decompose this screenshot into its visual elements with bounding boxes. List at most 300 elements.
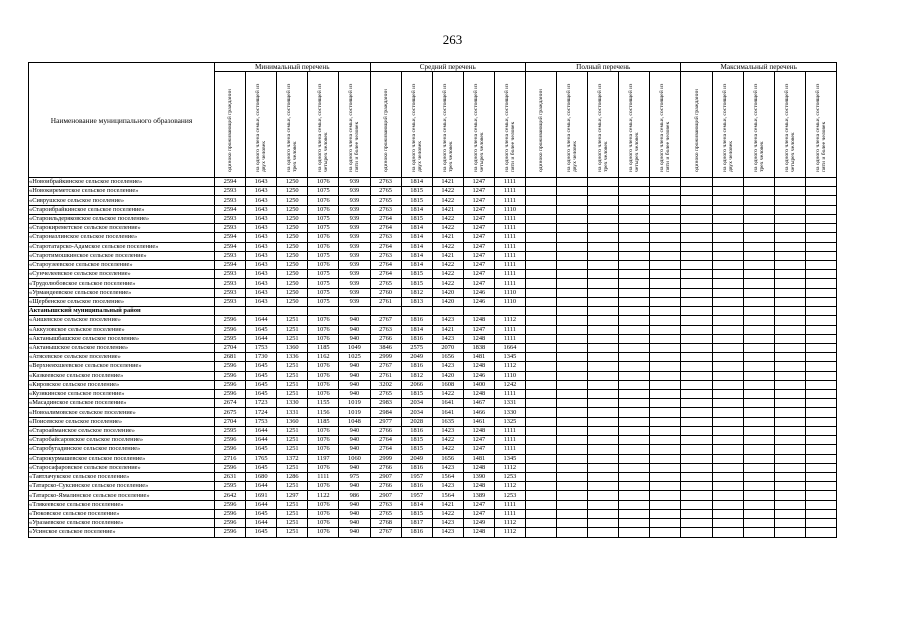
value-cell [619, 519, 650, 528]
value-cell: 1248 [463, 426, 494, 435]
value-cell [712, 233, 743, 242]
value-cell: 1816 [401, 463, 432, 472]
value-cell [712, 251, 743, 260]
value-cell [526, 205, 557, 214]
value-cell: 1076 [308, 519, 339, 528]
value-cell [588, 187, 619, 196]
value-cell [557, 500, 588, 509]
value-cell: 1111 [494, 242, 525, 251]
value-cell: 2594 [215, 260, 246, 269]
value-cell [774, 334, 805, 343]
value-cell [681, 528, 712, 537]
value-cell [712, 288, 743, 297]
value-cell [774, 509, 805, 518]
subcolumn-header [370, 72, 401, 178]
municipality-name: «Старокурмашевское сельское поселение» [29, 454, 215, 463]
value-cell: 1815 [401, 214, 432, 223]
value-cell [743, 270, 774, 279]
value-cell: 2766 [370, 426, 401, 435]
value-cell [650, 224, 681, 233]
value-cell: 2596 [215, 445, 246, 454]
value-cell [681, 463, 712, 472]
value-cell: 1422 [432, 270, 463, 279]
value-cell [774, 279, 805, 288]
value-cell: 2765 [370, 196, 401, 205]
value-cell [681, 196, 712, 205]
value-cell [557, 251, 588, 260]
value-cell [681, 233, 712, 242]
value-cell [743, 187, 774, 196]
value-cell: 1643 [246, 178, 277, 187]
value-cell [588, 297, 619, 306]
value-cell: 2764 [370, 224, 401, 233]
value-cell: 1815 [401, 196, 432, 205]
value-cell: 1075 [308, 270, 339, 279]
value-cell [805, 233, 836, 242]
value-cell: 1111 [494, 509, 525, 518]
value-cell [681, 270, 712, 279]
value-cell: 2596 [215, 325, 246, 334]
value-cell: 2766 [370, 482, 401, 491]
value-cell: 2594 [215, 233, 246, 242]
value-cell [588, 270, 619, 279]
value-cell [588, 417, 619, 426]
value-cell [712, 178, 743, 187]
value-cell: 1076 [308, 500, 339, 509]
value-cell [526, 362, 557, 371]
value-cell: 2595 [215, 334, 246, 343]
value-cell [743, 196, 774, 205]
value-cell [774, 325, 805, 334]
value-cell [743, 260, 774, 269]
value-cell: 1025 [339, 353, 370, 362]
table-row [29, 251, 837, 260]
value-cell: 2763 [370, 233, 401, 242]
value-cell: 1644 [246, 426, 277, 435]
value-cell [588, 380, 619, 389]
value-cell: 940 [339, 380, 370, 389]
value-cell: 1422 [432, 196, 463, 205]
municipality-name: «Старокиреметское сельское поселение» [29, 224, 215, 233]
value-cell: 1111 [494, 325, 525, 334]
value-cell [805, 270, 836, 279]
subcolumn-header-text: на одного члена семьи, состоящей из четырех человек [628, 83, 641, 172]
value-cell: 1330 [277, 399, 308, 408]
value-cell [650, 242, 681, 251]
value-cell [712, 509, 743, 518]
value-cell: 1076 [308, 362, 339, 371]
value-cell: 1345 [494, 353, 525, 362]
value-cell [681, 288, 712, 297]
subcolumn-header [557, 72, 588, 178]
value-cell: 1111 [494, 390, 525, 399]
value-cell: 1112 [494, 482, 525, 491]
value-cell [805, 279, 836, 288]
value-cell [526, 270, 557, 279]
value-cell [526, 343, 557, 352]
value-cell [774, 482, 805, 491]
value-cell [619, 445, 650, 454]
value-cell: 2984 [370, 408, 401, 417]
value-cell: 2763 [370, 325, 401, 334]
table-row [29, 390, 837, 399]
section-row [29, 307, 837, 316]
municipality-name: «Старобугадинское сельское поселение» [29, 445, 215, 454]
value-cell [650, 519, 681, 528]
value-cell [805, 334, 836, 343]
value-cell: 2594 [215, 205, 246, 214]
value-cell: 1076 [308, 233, 339, 242]
value-cell [526, 500, 557, 509]
value-cell [526, 187, 557, 196]
value-cell: 1076 [308, 371, 339, 380]
value-cell: 2977 [370, 417, 401, 426]
value-cell: 1076 [308, 482, 339, 491]
value-cell [650, 316, 681, 325]
value-cell: 1564 [432, 491, 463, 500]
value-cell: 1331 [277, 408, 308, 417]
value-cell: 1644 [246, 334, 277, 343]
value-cell [650, 214, 681, 223]
value-cell: 1641 [432, 408, 463, 417]
value-cell: 2760 [370, 288, 401, 297]
value-cell: 1814 [401, 500, 432, 509]
value-cell [650, 482, 681, 491]
value-cell [370, 307, 401, 316]
value-cell [774, 519, 805, 528]
value-cell [557, 390, 588, 399]
value-cell [712, 380, 743, 389]
value-cell: 1423 [432, 528, 463, 537]
subcolumn-header-text: на одного члена семьи, состоящей из двух человек [410, 83, 423, 172]
value-cell: 1390 [463, 473, 494, 482]
value-cell: 1247 [463, 233, 494, 242]
value-cell: 1816 [401, 362, 432, 371]
value-cell [650, 270, 681, 279]
subcolumn-header [215, 72, 246, 178]
value-cell: 1076 [308, 380, 339, 389]
value-cell: 1075 [308, 224, 339, 233]
value-cell [681, 417, 712, 426]
municipality-name: «Усинское сельское поселение» [29, 528, 215, 537]
subcolumn-header-text: на одного члена семьи, состоящей из четырех человек [472, 83, 485, 172]
value-cell: 1643 [246, 205, 277, 214]
value-cell [526, 214, 557, 223]
subcolumn-header [805, 72, 836, 178]
municipality-name: «Староайманское сельское поселение» [29, 426, 215, 435]
value-cell: 1111 [494, 187, 525, 196]
value-cell [743, 426, 774, 435]
value-cell: 940 [339, 325, 370, 334]
value-cell: 2631 [215, 473, 246, 482]
value-cell [805, 205, 836, 214]
value-cell: 1246 [463, 371, 494, 380]
value-cell: 939 [339, 270, 370, 279]
value-cell [526, 260, 557, 269]
table-row [29, 436, 837, 445]
subcolumn-header-text: на одного члена семьи, состоящей из двух человек [566, 83, 579, 172]
value-cell [432, 307, 463, 316]
value-cell: 1680 [246, 473, 277, 482]
value-cell: 2765 [370, 390, 401, 399]
value-cell: 1247 [463, 178, 494, 187]
value-cell [557, 233, 588, 242]
table-row [29, 399, 837, 408]
value-cell: 1423 [432, 519, 463, 528]
value-cell [712, 260, 743, 269]
value-cell [712, 528, 743, 537]
value-cell: 1076 [308, 463, 339, 472]
value-cell [681, 343, 712, 352]
value-cell [743, 445, 774, 454]
value-cell [743, 380, 774, 389]
value-cell [619, 436, 650, 445]
municipality-name: «Поисевское сельское поселение» [29, 417, 215, 426]
value-cell: 1643 [246, 214, 277, 223]
value-cell: 1251 [277, 500, 308, 509]
value-cell [588, 390, 619, 399]
value-cell [588, 260, 619, 269]
value-cell [619, 482, 650, 491]
value-cell: 1122 [308, 491, 339, 500]
value-cell [557, 224, 588, 233]
value-cell [588, 445, 619, 454]
value-cell: 1076 [308, 436, 339, 445]
value-cell: 1247 [463, 205, 494, 214]
table-row [29, 316, 837, 325]
value-cell: 2593 [215, 251, 246, 260]
value-cell: 1641 [432, 399, 463, 408]
value-cell: 940 [339, 445, 370, 454]
value-cell [774, 491, 805, 500]
value-cell [619, 307, 650, 316]
value-cell [526, 408, 557, 417]
value-cell [712, 500, 743, 509]
value-cell: 1815 [401, 436, 432, 445]
municipality-name: «Татарско-Ямалинское сельское поселение» [29, 491, 215, 500]
value-cell: 3202 [370, 380, 401, 389]
subcolumn-header-text: на одного члена семьи, состоящей из пяти и более человек [348, 83, 361, 172]
value-cell [526, 399, 557, 408]
value-cell: 1111 [494, 224, 525, 233]
value-cell: 1076 [308, 426, 339, 435]
value-cell: 1372 [277, 454, 308, 463]
value-cell: 1076 [308, 445, 339, 454]
value-cell: 2766 [370, 334, 401, 343]
value-cell: 1075 [308, 187, 339, 196]
value-cell: 1111 [308, 473, 339, 482]
subcolumn-header-text: на одного члена семьи, состоящей из трех человек [286, 83, 299, 172]
subcolumn-header-text: на одного члена семьи, состоящей из четырех человек [317, 83, 330, 172]
value-cell [743, 408, 774, 417]
value-cell: 1461 [463, 417, 494, 426]
value-cell [805, 316, 836, 325]
value-cell [805, 353, 836, 362]
value-cell: 1247 [463, 445, 494, 454]
value-cell: 1816 [401, 426, 432, 435]
value-cell: 3846 [370, 343, 401, 352]
value-cell [774, 178, 805, 187]
value-cell: 1110 [494, 288, 525, 297]
value-cell [650, 279, 681, 288]
cost-table [28, 62, 837, 538]
value-cell [774, 270, 805, 279]
value-cell: 2049 [401, 353, 432, 362]
value-cell: 1076 [308, 260, 339, 269]
value-cell [557, 242, 588, 251]
value-cell [681, 482, 712, 491]
value-cell [650, 297, 681, 306]
municipality-name: «Старотимошкинское сельское поселение» [29, 251, 215, 260]
value-cell: 1251 [277, 528, 308, 537]
value-cell [619, 426, 650, 435]
subcolumn-header [432, 72, 463, 178]
value-cell: 1814 [401, 224, 432, 233]
value-cell [526, 353, 557, 362]
value-cell [463, 307, 494, 316]
value-cell: 1656 [432, 454, 463, 463]
value-cell [650, 362, 681, 371]
value-cell [681, 426, 712, 435]
value-cell: 1753 [246, 343, 277, 352]
value-cell: 1076 [308, 390, 339, 399]
value-cell [681, 519, 712, 528]
value-cell [557, 463, 588, 472]
value-cell: 1250 [277, 214, 308, 223]
value-cell [215, 307, 246, 316]
value-cell [743, 233, 774, 242]
table-row [29, 519, 837, 528]
value-cell [774, 500, 805, 509]
value-cell: 1250 [277, 187, 308, 196]
value-cell: 1250 [277, 260, 308, 269]
value-cell [588, 463, 619, 472]
value-cell: 1422 [432, 509, 463, 518]
value-cell [774, 353, 805, 362]
value-cell [681, 214, 712, 223]
value-cell: 1817 [401, 519, 432, 528]
value-cell [619, 371, 650, 380]
value-cell: 1248 [463, 528, 494, 537]
value-cell: 1076 [308, 242, 339, 251]
table-row [29, 473, 837, 482]
municipality-name: «Татарско-Суксинское сельское поселение» [29, 482, 215, 491]
value-cell [557, 371, 588, 380]
value-cell [743, 205, 774, 214]
value-cell [588, 334, 619, 343]
value-cell [619, 205, 650, 214]
value-cell [619, 380, 650, 389]
value-cell [743, 214, 774, 223]
value-cell: 1155 [308, 399, 339, 408]
value-cell [774, 307, 805, 316]
subcolumn-header [494, 72, 525, 178]
value-cell: 1248 [463, 334, 494, 343]
value-cell: 1815 [401, 187, 432, 196]
value-cell: 1251 [277, 390, 308, 399]
subcolumn-header-text: на одного члена семьи, состоящей из четырех человек [783, 83, 796, 172]
value-cell: 1645 [246, 509, 277, 518]
value-cell [557, 362, 588, 371]
value-cell: 1643 [246, 224, 277, 233]
value-cell: 1814 [401, 325, 432, 334]
value-cell: 1075 [308, 214, 339, 223]
value-cell: 1360 [277, 343, 308, 352]
value-cell [650, 205, 681, 214]
value-cell [588, 279, 619, 288]
value-cell: 1814 [401, 251, 432, 260]
subcolumn-header [650, 72, 681, 178]
value-cell [805, 187, 836, 196]
value-cell [774, 473, 805, 482]
table-header [29, 63, 837, 178]
value-cell [681, 454, 712, 463]
value-cell [650, 260, 681, 269]
value-cell: 2766 [370, 463, 401, 472]
value-cell: 1423 [432, 482, 463, 491]
value-cell: 1643 [246, 242, 277, 251]
value-cell: 2593 [215, 279, 246, 288]
value-cell: 1645 [246, 390, 277, 399]
municipality-name: «Уразаевское сельское поселение» [29, 519, 215, 528]
subcolumn-header [277, 72, 308, 178]
value-cell [743, 454, 774, 463]
value-cell: 1643 [246, 260, 277, 269]
value-cell [774, 343, 805, 352]
table-row [29, 196, 837, 205]
value-cell [805, 325, 836, 334]
value-cell [743, 500, 774, 509]
value-cell [774, 445, 805, 454]
value-cell: 986 [339, 491, 370, 500]
value-cell [588, 491, 619, 500]
value-cell: 2704 [215, 343, 246, 352]
value-cell [805, 473, 836, 482]
value-cell: 1197 [308, 454, 339, 463]
value-cell: 2764 [370, 260, 401, 269]
value-cell [681, 445, 712, 454]
value-cell: 1814 [401, 205, 432, 214]
value-cell [526, 297, 557, 306]
value-cell: 1816 [401, 528, 432, 537]
value-cell [619, 187, 650, 196]
value-cell: 1250 [277, 251, 308, 260]
value-cell [588, 196, 619, 205]
value-cell: 1765 [246, 454, 277, 463]
value-cell: 1643 [246, 279, 277, 288]
value-cell [805, 482, 836, 491]
value-cell [650, 473, 681, 482]
value-cell: 1814 [401, 260, 432, 269]
value-cell [805, 463, 836, 472]
value-cell [526, 196, 557, 205]
value-cell [774, 214, 805, 223]
value-cell [557, 270, 588, 279]
municipality-name: «Сиврушское сельское поселение» [29, 196, 215, 205]
value-cell: 1111 [494, 436, 525, 445]
value-cell: 1644 [246, 436, 277, 445]
value-cell: 1075 [308, 288, 339, 297]
value-cell: 2575 [401, 343, 432, 352]
value-cell [805, 528, 836, 537]
table-row [29, 334, 837, 343]
value-cell: 1075 [308, 297, 339, 306]
value-cell [526, 224, 557, 233]
value-cell [588, 353, 619, 362]
value-cell [805, 519, 836, 528]
value-cell [743, 288, 774, 297]
value-cell [650, 390, 681, 399]
